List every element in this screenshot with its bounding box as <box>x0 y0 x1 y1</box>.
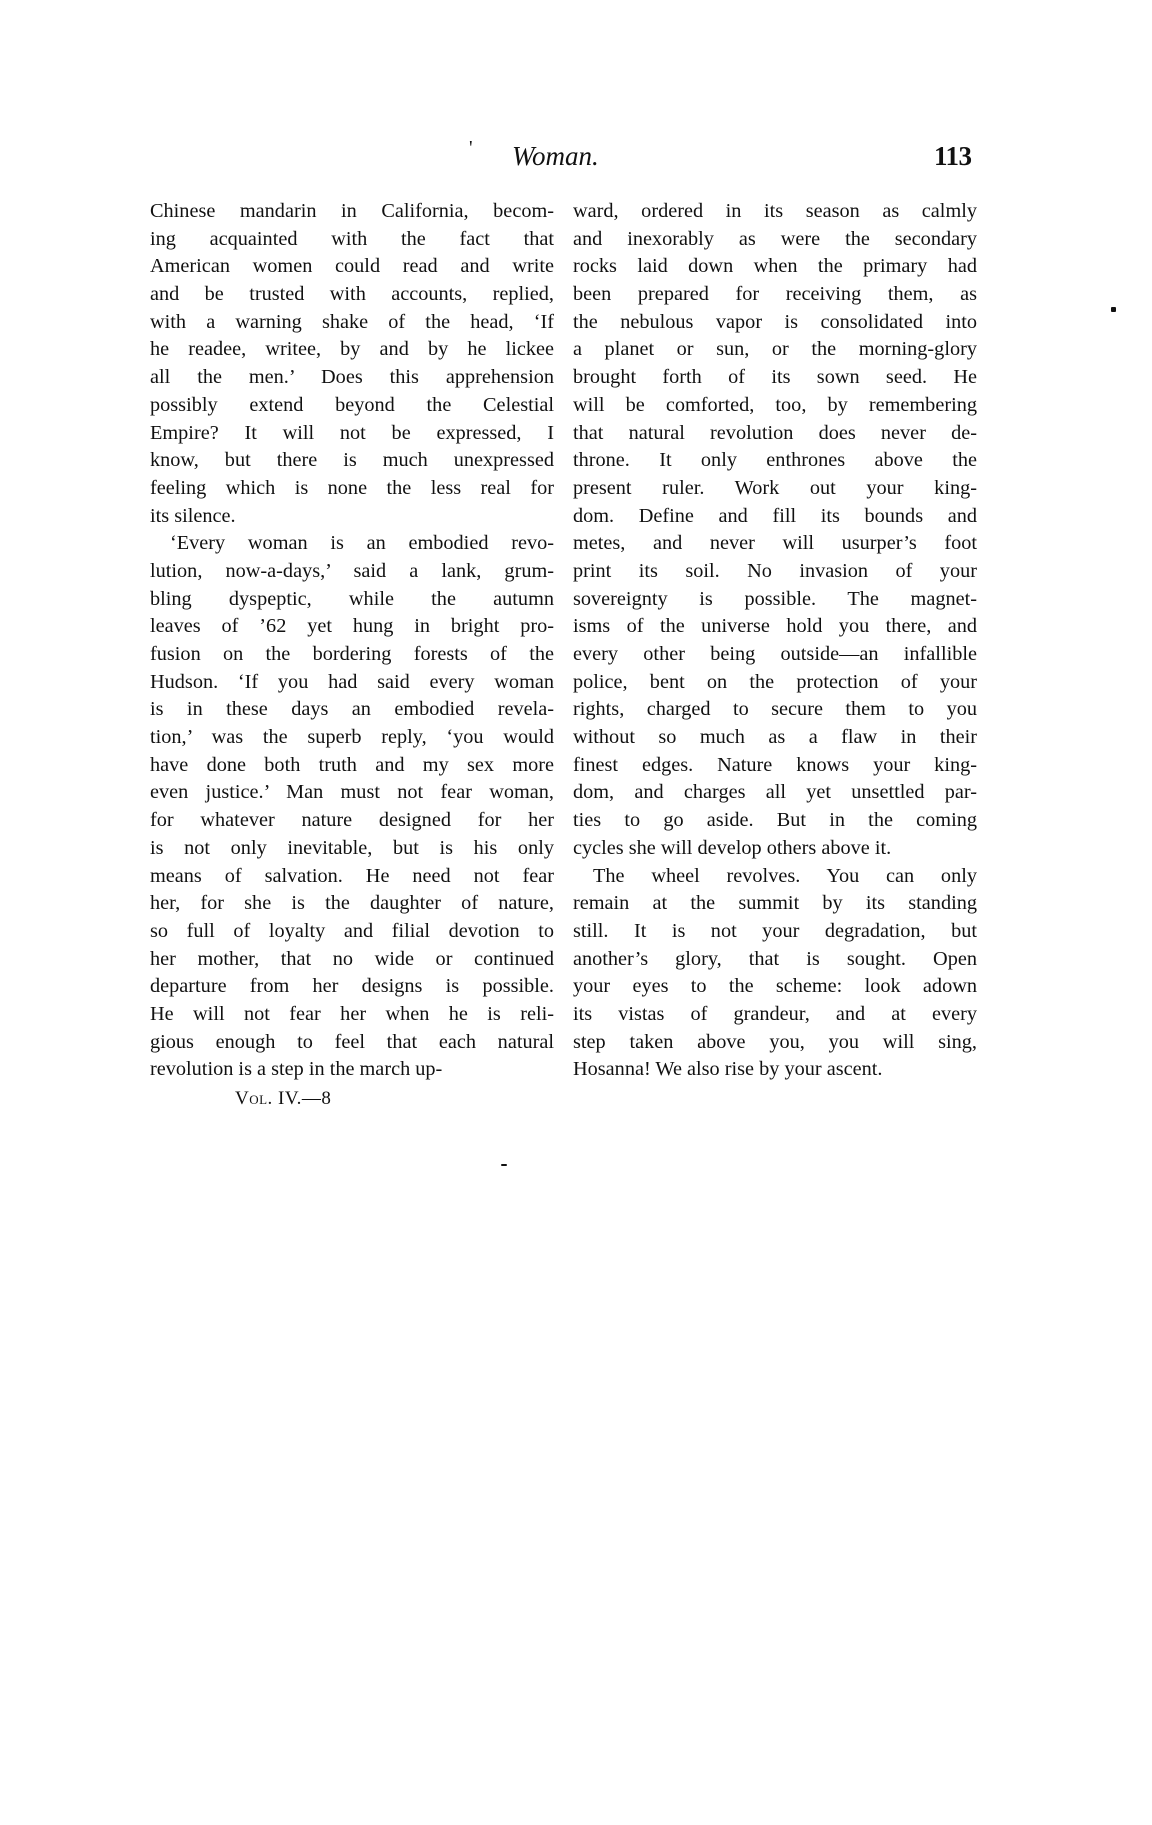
text-line: dom. Define and fill its bounds and <box>573 504 977 527</box>
text-line: rocks laid down when the primary had <box>573 255 977 278</box>
text-line: brought forth of its sown seed. He <box>573 366 977 389</box>
text-line: leaves of ’62 yet hung in bright pro- <box>150 615 554 638</box>
text-line: ward, ordered in its season as calmly <box>573 200 977 222</box>
text-line: gious enough to feel that each natural <box>150 1030 554 1053</box>
text-line: know, but there is much unexpressed <box>150 449 554 472</box>
text-line: finest edges. Nature knows your king- <box>573 753 977 776</box>
text-line: a planet or sun, or the morning-glory <box>573 338 977 361</box>
text-line: isms of the universe hold you there, and <box>573 615 977 638</box>
text-line: dom, and charges all yet unsettled par- <box>573 781 977 804</box>
text-line: for whatever nature designed for her <box>150 809 554 832</box>
text-line: police, bent on the protection of your <box>573 670 977 693</box>
text-line: feeling which is none the less real for <box>150 476 554 499</box>
text-line: possibly extend beyond the Celestial <box>150 393 554 416</box>
text-line: he readee, writee, by and by he lickee <box>150 338 554 361</box>
text-line: another’s glory, that is sought. Open <box>573 947 977 970</box>
text-line: departure from her designs is possible. <box>150 975 554 998</box>
running-head <box>0 136 1152 176</box>
text-line: step taken above you, you will sing, <box>573 1030 977 1053</box>
text-line: the nebulous vapor is consolidated into <box>573 310 977 333</box>
text-line: even justice.’ Man must not fear woman, <box>150 781 554 804</box>
text-line: Hosanna! We also rise by your ascent. <box>573 1058 883 1081</box>
text-line: tion,’ was the superb reply, ‘you would <box>150 726 554 749</box>
text-line: been prepared for receiving them, as <box>573 283 977 306</box>
text-line: sovereignty is possible. The magnet- <box>573 587 977 610</box>
right-column <box>573 198 977 1084</box>
text-line: all the men.’ Does this apprehension <box>150 366 554 389</box>
text-line: with a warning shake of the head, ‘If <box>150 310 554 333</box>
text-line: means of salvation. He need not fear <box>150 864 554 887</box>
text-line: print its soil. No invasion of your <box>573 559 977 582</box>
text-line: its silence. <box>150 504 236 527</box>
text-line: fusion on the bordering forests of the <box>150 643 554 665</box>
text-line: remain at the summit by its standing <box>573 892 977 915</box>
text-line: every other being outside—an infallible <box>573 643 977 665</box>
text-line: ing acquainted with the fact that <box>150 227 554 250</box>
text-line: present ruler. Work out your king- <box>573 476 977 499</box>
text-line: American women could read and write <box>150 255 554 278</box>
text-line: He will not fear her when he is reli- <box>150 1002 554 1025</box>
text-line: cycles she will develop others above it. <box>573 836 892 859</box>
text-line: so full of loyalty and filial devotion to <box>150 919 554 942</box>
signature-mark: Vol. IV.—8 <box>235 1088 332 1109</box>
text-line: ties to go aside. But in the coming <box>573 809 977 832</box>
scan-speck <box>501 1164 507 1166</box>
text-line: and inexorably as were the secondary <box>573 227 977 250</box>
text-line: is not only inevitable, but is his only <box>150 836 554 859</box>
text-line: her, for she is the daughter of nature, <box>150 892 554 915</box>
text-line: your eyes to the scheme: look adown <box>573 975 977 998</box>
text-line: The wheel revolves. You can only <box>593 864 977 887</box>
text-line: Hudson. ‘If you had said every woman <box>150 670 554 693</box>
text-line: its vistas of grandeur, and at every <box>573 1002 977 1025</box>
text-line: bling dyspeptic, while the autumn <box>150 587 554 610</box>
text-line: her mother, that no wide or continued <box>150 947 554 970</box>
text-line: metes, and never will usurper’s foot <box>573 532 977 555</box>
page-title: Woman. <box>512 141 599 171</box>
text-line: revolution is a step in the march up- <box>150 1058 443 1081</box>
text-line: throne. It only enthrones above the <box>573 449 977 472</box>
page-number: 113 <box>934 141 972 171</box>
text-line: Chinese mandarin in California, becom- <box>150 200 554 222</box>
left-column <box>150 198 554 1084</box>
scan-speck <box>1111 307 1116 312</box>
text-line: have done both truth and my sex more <box>150 753 554 776</box>
text-line: will be comforted, too, by remembering <box>573 393 977 416</box>
text-line: and be trusted with accounts, replied, <box>150 283 554 306</box>
text-line: Empire? It will not be expressed, I <box>150 421 554 444</box>
text-line: lution, now-a-days,’ said a lank, grum- <box>150 559 554 582</box>
text-line: ‘Every woman is an embodied revo- <box>170 532 554 555</box>
text-line: is in these days an embodied revela- <box>150 698 554 721</box>
text-line: that natural revolution does never de- <box>573 421 977 444</box>
text-line: rights, charged to secure them to you <box>573 698 977 721</box>
text-line: without so much as a flaw in their <box>573 726 977 749</box>
text-line: still. It is not your degradation, but <box>573 919 977 942</box>
stray-mark: ' <box>469 137 473 159</box>
